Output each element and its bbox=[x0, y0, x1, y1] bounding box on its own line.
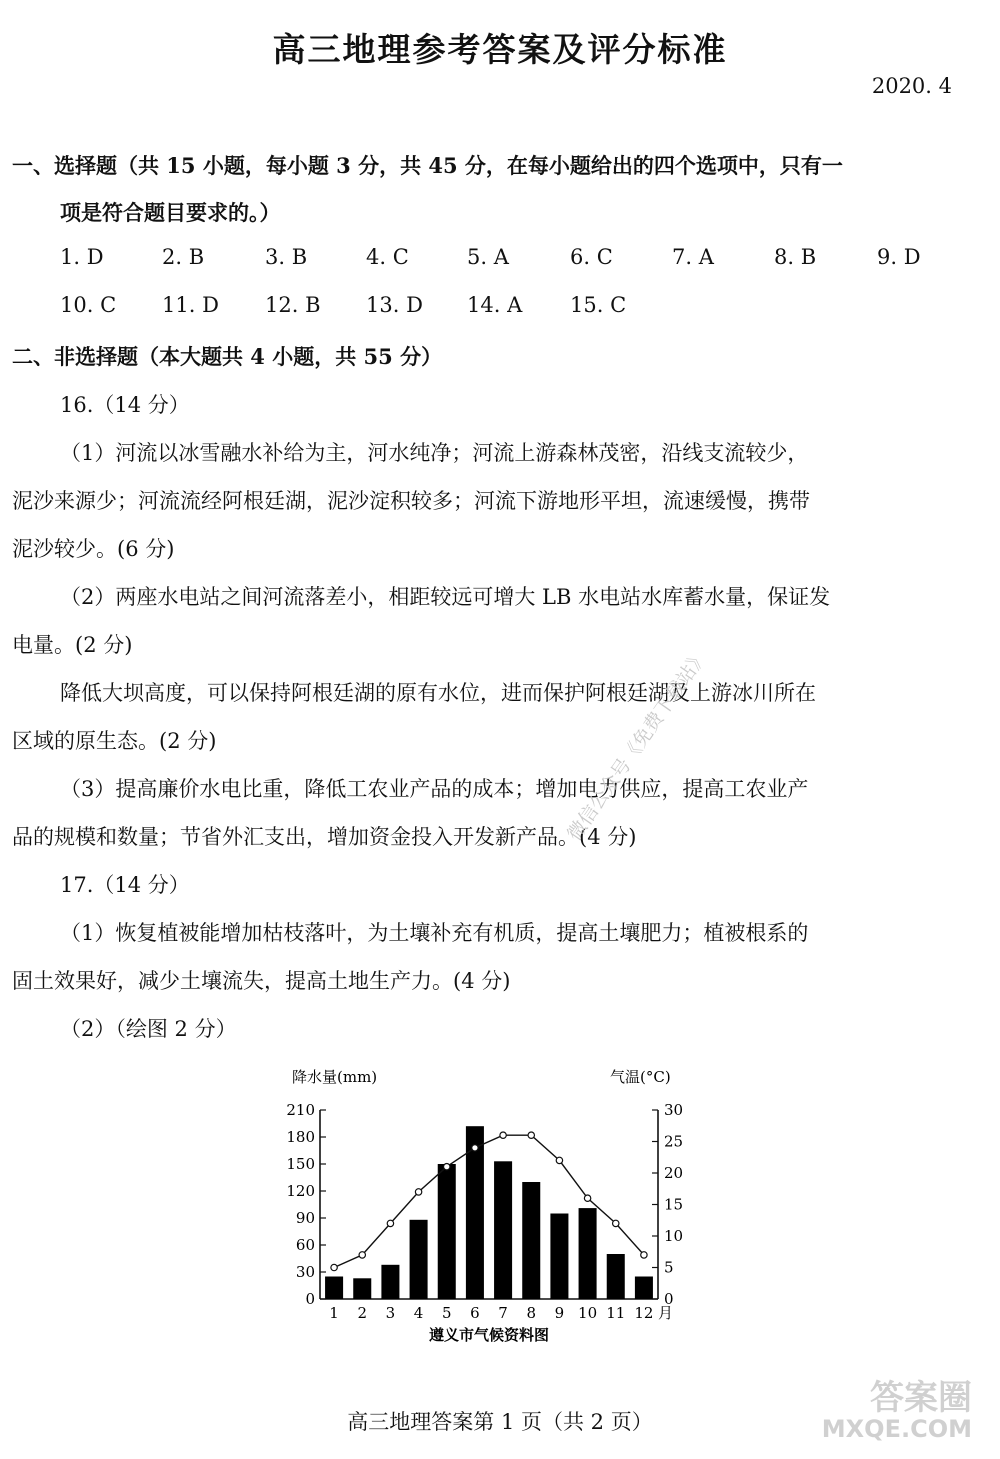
y-left-tick-label: 30 bbox=[295, 1263, 315, 1281]
page-footer: 高三地理答案第 1 页（共 2 页） bbox=[347, 1410, 653, 1434]
answer-item: 8. B bbox=[774, 245, 817, 269]
section1-heading-line2: 项是符合题目要求的。） bbox=[60, 200, 281, 225]
x-tick-label: 6 bbox=[470, 1304, 480, 1322]
precipitation-bar bbox=[522, 1182, 540, 1299]
answer-item: 3. B bbox=[265, 245, 308, 269]
x-tick-label: 3 bbox=[385, 1304, 396, 1322]
exam-date: 2020. 4 bbox=[871, 74, 952, 98]
y-right-tick-label: 5 bbox=[664, 1258, 674, 1277]
climate-chart bbox=[270, 1060, 710, 1355]
chart-title: 遵义市气候资料图 bbox=[428, 1326, 550, 1344]
x-tick-label: 12 bbox=[634, 1304, 654, 1322]
precipitation-bar bbox=[381, 1265, 399, 1299]
answer-item: 15. C bbox=[570, 293, 627, 317]
answer-item: 10. C bbox=[60, 293, 117, 317]
section2-heading: 二、非选择题（本大题共 4 小题，共 55 分） bbox=[12, 344, 443, 369]
answer-line: （2）两座水电站之间河流落差小，相距较远可增大 LB 水电站水库蓄水量，保证发 bbox=[60, 585, 831, 609]
precipitation-bar bbox=[550, 1214, 568, 1300]
temperature-point bbox=[613, 1220, 619, 1226]
answer-line: 降低大坝高度，可以保持阿根廷湖的原有水位，进而保护阿根廷湖及上游冰川所在 bbox=[60, 681, 816, 705]
temperature-point bbox=[641, 1252, 647, 1258]
answer-line: 品的规模和数量；节省外汇支出，增加资金投入开发新产品。(4 分) bbox=[12, 825, 637, 849]
watermark: 微信公众号《免费下载站》 bbox=[563, 645, 713, 845]
answer-item: 6. C bbox=[570, 245, 613, 269]
answer-item: 2. B bbox=[162, 245, 205, 269]
precipitation-bar bbox=[438, 1164, 456, 1299]
x-tick-label: 4 bbox=[413, 1304, 424, 1322]
x-tick-label: 7 bbox=[498, 1304, 508, 1322]
temperature-point bbox=[415, 1189, 421, 1195]
answer-item: 14. A bbox=[467, 293, 523, 317]
precipitation-bar bbox=[410, 1220, 428, 1299]
y-right-tick-label: 25 bbox=[664, 1132, 684, 1151]
answer-line: （2）（绘图 2 分） bbox=[60, 1017, 237, 1041]
y-right-tick-label: 15 bbox=[664, 1195, 684, 1214]
temperature-line bbox=[331, 1132, 647, 1271]
temperature-point bbox=[584, 1195, 590, 1201]
temperature-point bbox=[359, 1252, 365, 1258]
precipitation-bar bbox=[494, 1161, 512, 1299]
y-right-tick-label: 20 bbox=[664, 1164, 684, 1182]
temperature-point bbox=[472, 1145, 478, 1151]
temperature-curve bbox=[334, 1135, 644, 1267]
x-axis-suffix: 月 bbox=[658, 1304, 674, 1322]
x-tick-label: 9 bbox=[554, 1304, 565, 1322]
answer-line: （1）河流以冰雪融水补给为主，河水纯净；河流上游森林茂密，沿线支流较少， bbox=[60, 441, 809, 465]
temperature-point bbox=[444, 1164, 450, 1170]
y-right-tick-label: 30 bbox=[664, 1101, 684, 1119]
temperature-point bbox=[331, 1264, 337, 1270]
answer-item: 9. D bbox=[877, 245, 921, 269]
x-tick-label: 5 bbox=[441, 1304, 452, 1322]
answer-item: 12. B bbox=[265, 293, 321, 317]
answer-item: 11. D bbox=[162, 293, 219, 317]
precipitation-bar bbox=[635, 1277, 653, 1300]
y-left-tick-label: 210 bbox=[286, 1101, 315, 1119]
precipitation-bar bbox=[579, 1208, 597, 1299]
site-logo: 答案圈 bbox=[870, 1378, 972, 1418]
answer-line: 区域的原生态。(2 分) bbox=[12, 729, 217, 753]
temperature-point bbox=[387, 1220, 393, 1226]
y-right-tick-label: 0 bbox=[664, 1290, 674, 1308]
page-title: 高三地理参考答案及评分标准 bbox=[272, 30, 728, 69]
answer-item: 13. D bbox=[366, 293, 423, 317]
answer-line: 泥沙来源少；河流流经阿根廷湖，泥沙淀积较多；河流下游地形平坦，流速缓慢，携带 bbox=[12, 489, 810, 513]
y-right-axis-label: 气温(°C) bbox=[610, 1068, 671, 1086]
x-tick-label: 1 bbox=[329, 1304, 339, 1322]
answer-line: （3）提高廉价水电比重，降低工农业产品的成本；增加电力供应，提高工农业产 bbox=[60, 777, 809, 801]
answer-line: 泥沙较少。(6 分) bbox=[12, 537, 175, 561]
answer-line: 固土效果好，减少土壤流失，提高土地生产力。(4 分) bbox=[12, 969, 511, 993]
temperature-point bbox=[500, 1132, 506, 1138]
y-left-tick-label: 180 bbox=[286, 1128, 315, 1146]
answer-item: 1. D bbox=[60, 245, 104, 269]
answer-line: 电量。(2 分) bbox=[12, 633, 133, 657]
y-right-tick-label: 10 bbox=[664, 1227, 684, 1245]
precipitation-bar bbox=[325, 1277, 343, 1300]
temperature-point bbox=[528, 1132, 534, 1138]
x-tick-label: 8 bbox=[526, 1304, 537, 1322]
y-left-tick-label: 120 bbox=[286, 1182, 315, 1200]
temperature-point bbox=[556, 1157, 562, 1163]
y-left-tick-label: 150 bbox=[286, 1155, 315, 1173]
answer-item: 4. C bbox=[366, 245, 409, 269]
y-left-axis-label: 降水量(mm) bbox=[292, 1068, 378, 1086]
answer-item: 5. A bbox=[467, 245, 509, 269]
answer-line: （1）恢复植被能增加枯枝落叶，为土壤补充有机质，提高土壤肥力；植被根系的 bbox=[60, 921, 809, 945]
question-heading: 16.（14 分） bbox=[60, 393, 190, 417]
question-heading: 17.（14 分） bbox=[60, 873, 190, 897]
x-tick-label: 2 bbox=[357, 1304, 368, 1322]
x-tick-label: 11 bbox=[606, 1304, 626, 1322]
answer-item: 7. A bbox=[672, 245, 714, 269]
precipitation-bar bbox=[353, 1278, 371, 1299]
precipitation-bar bbox=[607, 1254, 625, 1299]
y-left-tick-label: 60 bbox=[295, 1236, 315, 1254]
x-tick-label: 10 bbox=[578, 1304, 598, 1322]
y-left-tick-label: 90 bbox=[295, 1209, 315, 1227]
y-left-tick-label: 0 bbox=[305, 1290, 315, 1308]
site-url-text: MXQE.COM bbox=[821, 1415, 972, 1443]
section1-heading-line1: 一、选择题（共 15 小题，每小题 3 分，共 45 分，在每小题给出的四个选项中，只有一 bbox=[12, 153, 843, 178]
